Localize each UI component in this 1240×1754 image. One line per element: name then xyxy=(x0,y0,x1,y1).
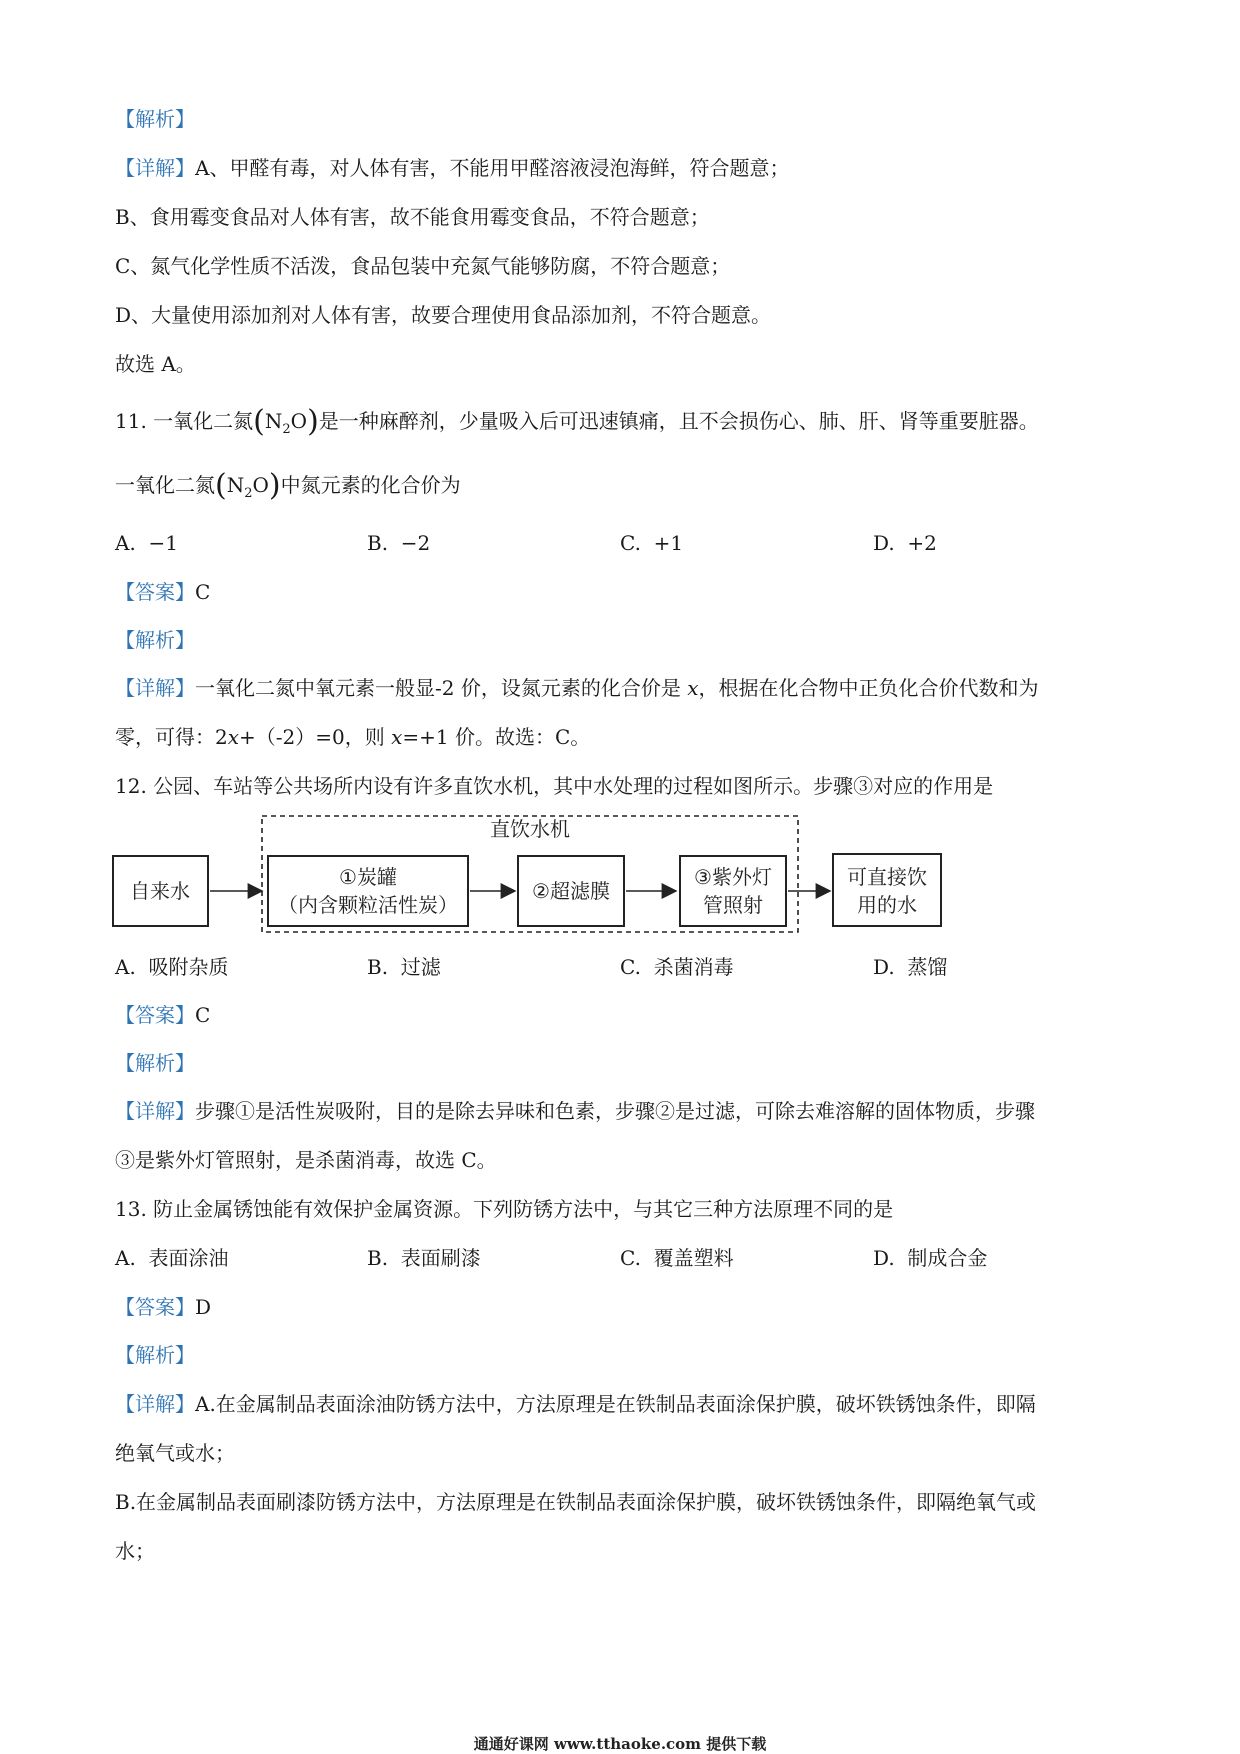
q11-stem-b: 是一种麻醉剂，少量吸入后可迅速镇痛，且不会损伤心、肺、肝、肾等重要脏器。 xyxy=(318,409,1039,433)
q13-option-d: D. 制成合金 xyxy=(873,1246,988,1270)
q11-option-a: A. −1 xyxy=(115,531,179,555)
q11-stem-line2 xyxy=(115,468,461,507)
q10-detail-d: D、大量使用添加剂对人体有害，故要合理使用食品添加剂，不符合题意。 xyxy=(115,303,772,327)
q11-option-c: C. +1 xyxy=(620,531,684,555)
q11-stem-line1 xyxy=(115,404,1039,443)
step1-line2: （内含颗粒活性炭） xyxy=(278,893,458,917)
q13-option-a: A. 表面涂油 xyxy=(115,1246,229,1270)
q10-choice: 故选 A。 xyxy=(115,352,196,376)
q12-option-d: D. 蒸馏 xyxy=(873,955,948,979)
analysis-tag: 【解析】 xyxy=(115,107,195,131)
water-process-diagram xyxy=(110,808,950,948)
q13-detail-a2: 绝氧气或水； xyxy=(115,1441,235,1465)
answer-value: C xyxy=(195,1003,211,1027)
q10-detail-c: C、氮气化学性质不活泼，食品包装中充氮气能够防腐，不符合题意； xyxy=(115,254,731,278)
q12-option-a: A. 吸附杂质 xyxy=(115,955,229,979)
q10-detail-b: B、食用霉变食品对人体有害，故不能食用霉变食品，不符合题意； xyxy=(115,205,710,229)
answer-tag: 【答案】 xyxy=(115,580,195,604)
q12-option-c: C. 杀菌消毒 xyxy=(620,955,734,979)
analysis-tag: 【解析】 xyxy=(115,1343,195,1367)
answer-tag: 【答案】 xyxy=(115,1003,195,1027)
detail-tag: 【详解】 xyxy=(115,156,195,180)
machine-label: 直饮水机 xyxy=(490,817,570,841)
q12-answer xyxy=(115,1002,210,1028)
q13-detail-b1: B.在金属制品表面刷漆防锈方法中，方法原理是在铁制品表面涂保护膜，破坏铁锈蚀条件，即隔绝氧气或 xyxy=(115,1490,1037,1514)
q11-stem-d: 中氮元素的化合价为 xyxy=(280,473,461,497)
output-line1: 可直接饮 xyxy=(847,865,927,889)
step2-label: ②超滤膜 xyxy=(532,879,610,903)
q13-option-c: C. 覆盖塑料 xyxy=(620,1246,734,1270)
q11-option-d: D. +2 xyxy=(873,531,937,555)
q10-detail-a xyxy=(115,155,789,181)
detail-tag: 【详解】 xyxy=(115,1392,195,1416)
q11-answer xyxy=(115,579,210,605)
question-number: 12. xyxy=(115,774,147,798)
answer-tag: 【答案】 xyxy=(115,1295,195,1319)
page-footer: 通通好课网 www.tthaoke.com 提供下载 xyxy=(473,1735,767,1753)
source-label: 自来水 xyxy=(130,879,190,903)
step1-line1: ①炭罐 xyxy=(339,865,397,889)
answer-value: D xyxy=(195,1295,212,1319)
n2o-formula: $(N_2O)$ xyxy=(215,468,281,503)
q13-stem: 13. 防止金属锈蚀能有效保护金属资源。下列防锈方法中，与其它三种方法原理不同的是 xyxy=(115,1197,894,1221)
q10-detail-a-text: A、甲醛有毒，对人体有害，不能用甲醛溶液浸泡海鲜，符合题意； xyxy=(195,156,790,180)
answer-value: C xyxy=(195,580,211,604)
analysis-tag: 【解析】 xyxy=(115,1051,195,1075)
q11-stem-c: 一氧化二氮 xyxy=(115,473,215,497)
step3-line1: ③紫外灯 xyxy=(694,865,772,889)
q13-option-b: B. 表面刷漆 xyxy=(367,1246,481,1270)
q11-detail-line2: 零，可得：2x+（-2）=0，则 x=+1 价。故选：C。 xyxy=(115,725,591,749)
analysis-tag: 【解析】 xyxy=(115,628,195,652)
detail-tag: 【详解】 xyxy=(115,676,195,700)
q13-answer xyxy=(115,1294,211,1320)
q13-detail-a1: 【详解】A.在金属制品表面涂油防锈方法中，方法原理是在铁制品表面涂保护膜，破坏铁锈蚀条件，即隔 xyxy=(115,1392,1036,1416)
q12-stem: 12. 公园、车站等公共场所内设有许多直饮水机，其中水处理的过程如图所示。步骤③对应的作用是 xyxy=(115,774,994,798)
n2o-formula: $(N_2O)$ xyxy=(253,404,319,439)
q12-option-b: B. 过滤 xyxy=(367,955,441,979)
q11-stem-a: 一氧化二氮 xyxy=(153,409,254,433)
q13-detail-b2: 水； xyxy=(115,1539,155,1563)
q11-detail-line1: 【详解】一氧化二氮中氧元素一般显-2 价，设氮元素的化合价是 x，根据在化合物中正负化合价代数和为 xyxy=(115,676,1039,700)
question-number: 11. xyxy=(115,409,147,433)
output-line2: 用的水 xyxy=(857,893,917,917)
step3-line2: 管照射 xyxy=(703,893,763,917)
q12-detail-line2: ③是紫外灯管照射，是杀菌消毒，故选 C。 xyxy=(115,1148,497,1172)
q12-detail-line1: 【详解】步骤①是活性炭吸附，目的是除去异味和色素，步骤②是过滤，可除去难溶解的固体物质，步骤 xyxy=(115,1099,1035,1123)
detail-tag: 【详解】 xyxy=(115,1099,195,1123)
q11-option-b: B. −2 xyxy=(367,531,431,555)
question-number: 13. xyxy=(115,1197,147,1221)
